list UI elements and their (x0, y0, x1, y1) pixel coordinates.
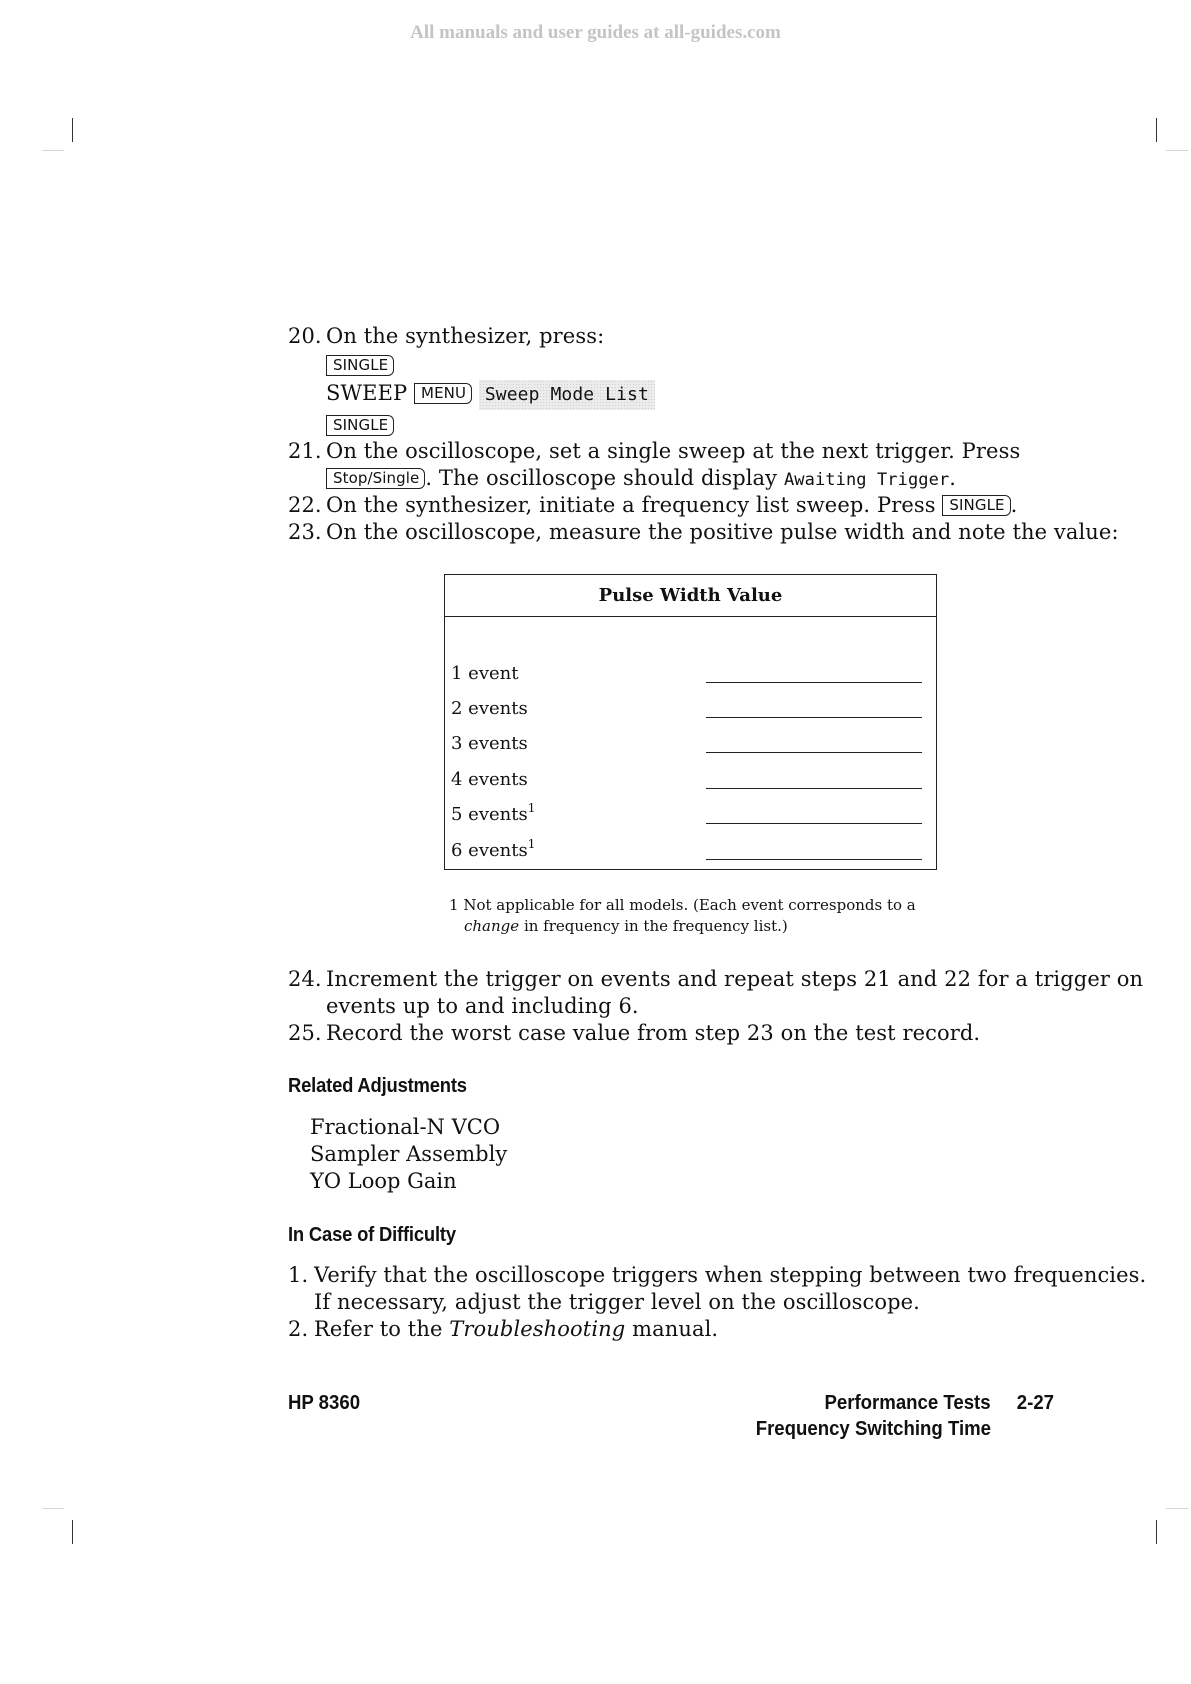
step-22 (0, 492, 1191, 522)
footer-subsection: Frequency Switching Time (755, 1418, 991, 1440)
table-row-label (451, 769, 528, 790)
row-label: 2 events (451, 698, 528, 719)
entry-line (706, 717, 922, 718)
step-20-keys-2 (326, 380, 655, 410)
row-label: 1 event (451, 663, 519, 684)
difficulty-item-1: Verify that the oscilloscope triggers when stepping between two frequencies. (314, 1263, 1147, 1287)
step-number: 21. (288, 439, 322, 463)
step-number: 23. (288, 520, 322, 544)
step-text: . The oscilloscope should display (425, 466, 778, 490)
crop-line-top-left (42, 150, 64, 151)
entry-line (706, 682, 922, 683)
step-23 (0, 519, 1191, 549)
step-24-line-2: events up to and including 6. (326, 994, 639, 1018)
table-header: Pulse Width Value (445, 575, 936, 617)
entry-line (706, 788, 922, 789)
step-text-wrap (326, 492, 1017, 519)
table-row-label (451, 801, 536, 825)
step-text: Increment the trigger on events and repeat steps 21 and 22 for a trigger on (326, 967, 1144, 991)
footer-model: HP 8360 (288, 1392, 361, 1414)
related-adjustments-heading: Related Adjustments (288, 1075, 467, 1097)
footnote (449, 895, 916, 916)
step-number: 22. (288, 493, 322, 517)
step-text: Record the worst case value from step 23 on the test record. (326, 1021, 981, 1045)
step-21-line-2 (326, 465, 956, 494)
row-label: 4 events (451, 769, 528, 790)
step-20-keys-3 (326, 412, 394, 439)
footer-page-number: 2-27 (1016, 1392, 1054, 1414)
footer-section: Performance Tests (824, 1392, 991, 1414)
footnote-ref: 1 (527, 837, 536, 851)
table-row-label (451, 663, 518, 684)
row-label: 5 events (451, 804, 528, 825)
step-20 (0, 323, 1191, 353)
crop-line-bottom-right (1166, 1508, 1188, 1509)
difficulty-item-1-num: 1. (288, 1263, 309, 1287)
stop-single-key[interactable]: Stop/Single (326, 468, 425, 489)
step-text: On the oscilloscope, set a single sweep at the next trigger. Press (326, 439, 1021, 463)
entry-line (706, 752, 922, 753)
step-text: On the oscilloscope, measure the positive pulse width and note the value: (326, 520, 1119, 544)
step-text: On the synthesizer, initiate a frequency list sweep. Press (326, 493, 936, 517)
footnote-2 (464, 916, 788, 937)
step-text: On the synthesizer, press: (326, 324, 605, 348)
crop-line-top-right (1166, 150, 1188, 151)
difficulty-item-2-num: 2. (288, 1317, 309, 1341)
sweep-label: SWEEP (326, 381, 408, 405)
crop-line-bottom-left (42, 1508, 64, 1509)
step-21 (0, 438, 1191, 468)
step-number: 20. (288, 324, 322, 348)
period: . (949, 466, 957, 490)
period: . (1010, 493, 1018, 517)
menu-key[interactable]: MENU (414, 383, 472, 404)
display-message: Awaiting Trigger (783, 470, 950, 490)
crop-mark-bottom-left (72, 1520, 73, 1544)
sweep-mode-list-softkey[interactable]: Sweep Mode List (479, 380, 655, 410)
footnote-line-1: Not applicable for all models. (Each event corresponds to a (463, 896, 916, 914)
step-number: 24. (288, 967, 322, 991)
step-25 (0, 1020, 1191, 1050)
row-label: 6 events (451, 840, 528, 861)
difficulty-heading: In Case of Difficulty (288, 1224, 456, 1246)
step-24 (0, 966, 1191, 996)
related-item: Sampler Assembly (310, 1142, 508, 1166)
step-number: 25. (288, 1021, 322, 1045)
related-item: YO Loop Gain (310, 1169, 457, 1193)
item-text: manual. (632, 1317, 719, 1341)
crop-mark-top-left (72, 118, 73, 142)
watermark: All manuals and user guides at all-guides.com (410, 22, 781, 43)
single-key-2[interactable]: SINGLE (326, 415, 394, 436)
step-20-keys-1 (326, 352, 394, 379)
entry-line (706, 859, 922, 860)
footnote-emphasis: change (464, 917, 520, 935)
single-key[interactable]: SINGLE (326, 355, 394, 376)
footnote-line-2: in frequency in the frequency list.) (523, 917, 788, 935)
difficulty-item-1-line-2: If necessary, adjust the trigger level on the oscilloscope. (314, 1290, 920, 1314)
footnote-ref: 1 (527, 801, 536, 815)
item-text: Refer to the (314, 1317, 443, 1341)
related-item: Fractional-N VCO (310, 1115, 501, 1139)
crop-mark-bottom-right (1156, 1520, 1157, 1544)
difficulty-item-2 (314, 1316, 718, 1343)
entry-line (706, 823, 922, 824)
row-label: 3 events (451, 733, 528, 754)
pulse-width-table (444, 574, 937, 870)
table-row-label (451, 733, 528, 754)
table-row-label (451, 698, 528, 719)
manual-title: Troubleshooting (449, 1317, 626, 1341)
footnote-mark: 1 (449, 896, 459, 914)
table-row-label (451, 837, 536, 861)
crop-mark-top-right (1156, 118, 1157, 142)
single-key-3[interactable]: SINGLE (942, 495, 1010, 516)
